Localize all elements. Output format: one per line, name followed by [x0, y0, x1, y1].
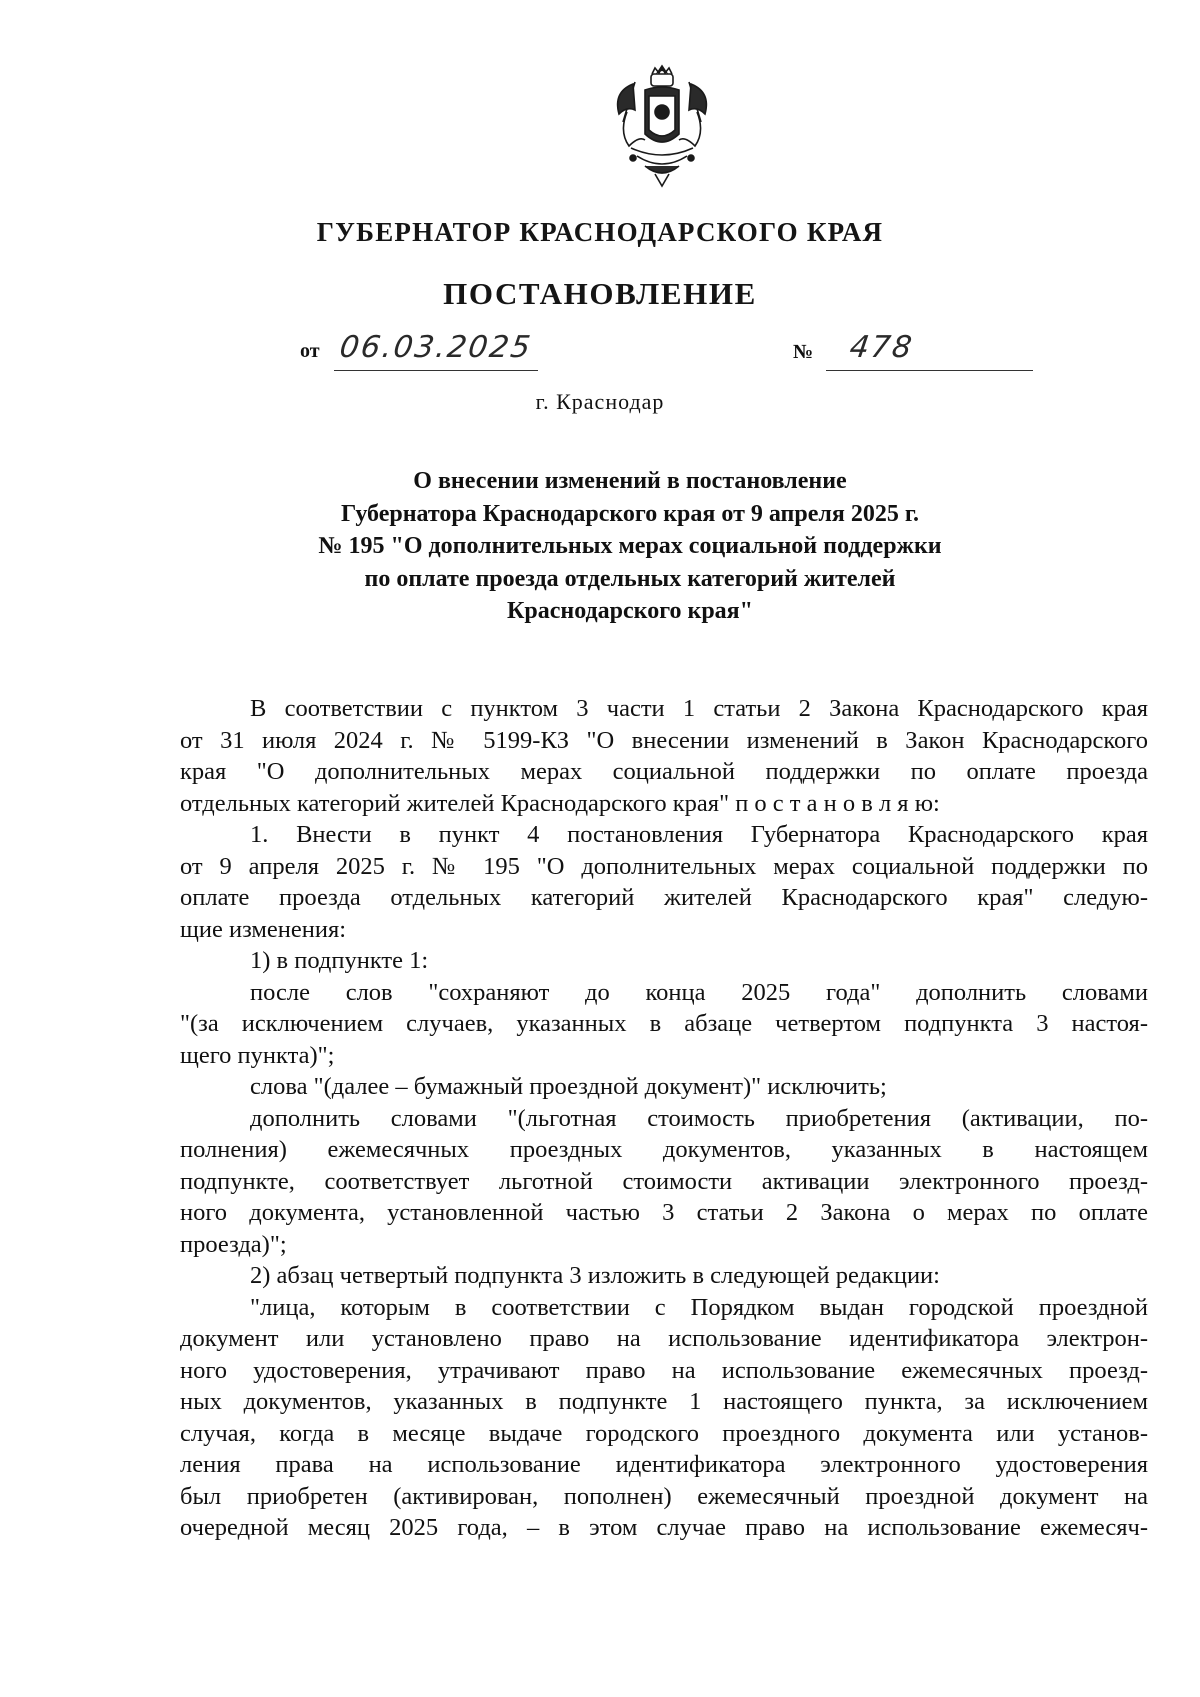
body-line: слова "(далее – бумажный проездной документ)" исключить; [250, 1073, 887, 1100]
handwritten-number: 478 [847, 330, 916, 365]
body-line: 1) в подпункте 1: [250, 947, 429, 974]
body-line: ного удостоверения, утрачивают право на использование ежемесячных проезд- [180, 1356, 1148, 1384]
document-title [250, 465, 1010, 628]
body-line: "лица, которым в соответствии с Порядком выдан городской проездной [250, 1293, 1148, 1321]
body-line: 1. Внести в пункт 4 постановления Губернатора Краснодарского края [250, 821, 1148, 848]
body-line: "(за исключением случаев, указанных в абзаце четвертом подпункта 3 настоя- [180, 1010, 1148, 1037]
body-line: ления права на использование идентификатора электронного удостоверения [180, 1451, 1148, 1478]
body-line: 2) абзац четвертый подпункта 3 изложить в следующей редакции: [250, 1262, 940, 1289]
title-line: О внесении изменений в постановление [413, 468, 847, 494]
body-line: случая, когда в месяце выдаче городского проездного документа или установ- [180, 1419, 1148, 1447]
title-line: Губернатора Краснодарского края от 9 апреля 2025 г. [340, 500, 920, 527]
title-line: по оплате проезда отдельных категорий жителей [364, 565, 896, 592]
number-underline [826, 370, 1033, 371]
body-line: после слов "сохраняют до конца 2025 года" дополнить словами [250, 978, 1148, 1006]
body-line: очередной месяц 2025 года, – в этом случае право на использование ежемесяч- [180, 1514, 1148, 1541]
body-line: проезда)"; [180, 1230, 287, 1258]
title-line: Краснодарского края" [507, 598, 753, 624]
body-line: щего пункта)"; [180, 1041, 335, 1069]
document-type-heading: ПОСТАНОВЛЕНИЕ [443, 276, 757, 311]
body-line: отдельных категорий жителей Краснодарского края" п о с т а н о в л я ю: [180, 789, 940, 817]
date-label: от [300, 340, 320, 362]
body-line: дополнить словами "(льготная стоимость приобретения (активации, по- [250, 1104, 1148, 1132]
authority-heading: ГУБЕРНАТОР КРАСНОДАРСКОГО КРАЯ [316, 217, 884, 247]
body-line: В соответствии с пунктом 3 части 1 статьи 2 Закона Краснодарского края [250, 695, 1148, 722]
body-line: ных документов, указанных в подпункте 1 настоящего пункта, за исключением [180, 1388, 1148, 1415]
body-line: от 9 апреля 2025 г. № 195 "О дополнительных мерах социальной поддержки по [180, 852, 1148, 880]
body-line: ного документа, установленной частью 3 статьи 2 Закона о мерах по оплате [180, 1199, 1148, 1226]
body-line: края "О дополнительных мерах социальной поддержки по оплате проезда [180, 758, 1148, 785]
coat-of-arms-emblem [605, 62, 720, 192]
title-line: № 195 "О дополнительных мерах социальной поддержки [318, 533, 942, 559]
city-name: г. Краснодар [535, 389, 665, 414]
body-line: полнения) ежемесячных проездных документов, указанных в настоящем [180, 1136, 1148, 1163]
body-line: был приобретен (активирован, пополнен) ежемесячный проездной документ на [180, 1482, 1148, 1510]
body-line: от 31 июля 2024 г. № 5199-КЗ "О внесении изменений в Закон Краснодарского [180, 726, 1148, 754]
handwritten-date: 06.03.2025 [337, 330, 535, 365]
number-label: № [793, 341, 814, 363]
body-line: оплате проезда отдельных категорий жителей Краснодарского края" следую- [180, 884, 1148, 911]
body-line: щие изменения: [180, 915, 347, 943]
date-underline [334, 370, 538, 371]
body-line: подпункте, соответствует льготной стоимости активации электронного проезд- [180, 1167, 1148, 1195]
body-line: документ или установлено право на использование идентификатора электрон- [180, 1325, 1148, 1352]
document-body [180, 693, 1148, 1544]
